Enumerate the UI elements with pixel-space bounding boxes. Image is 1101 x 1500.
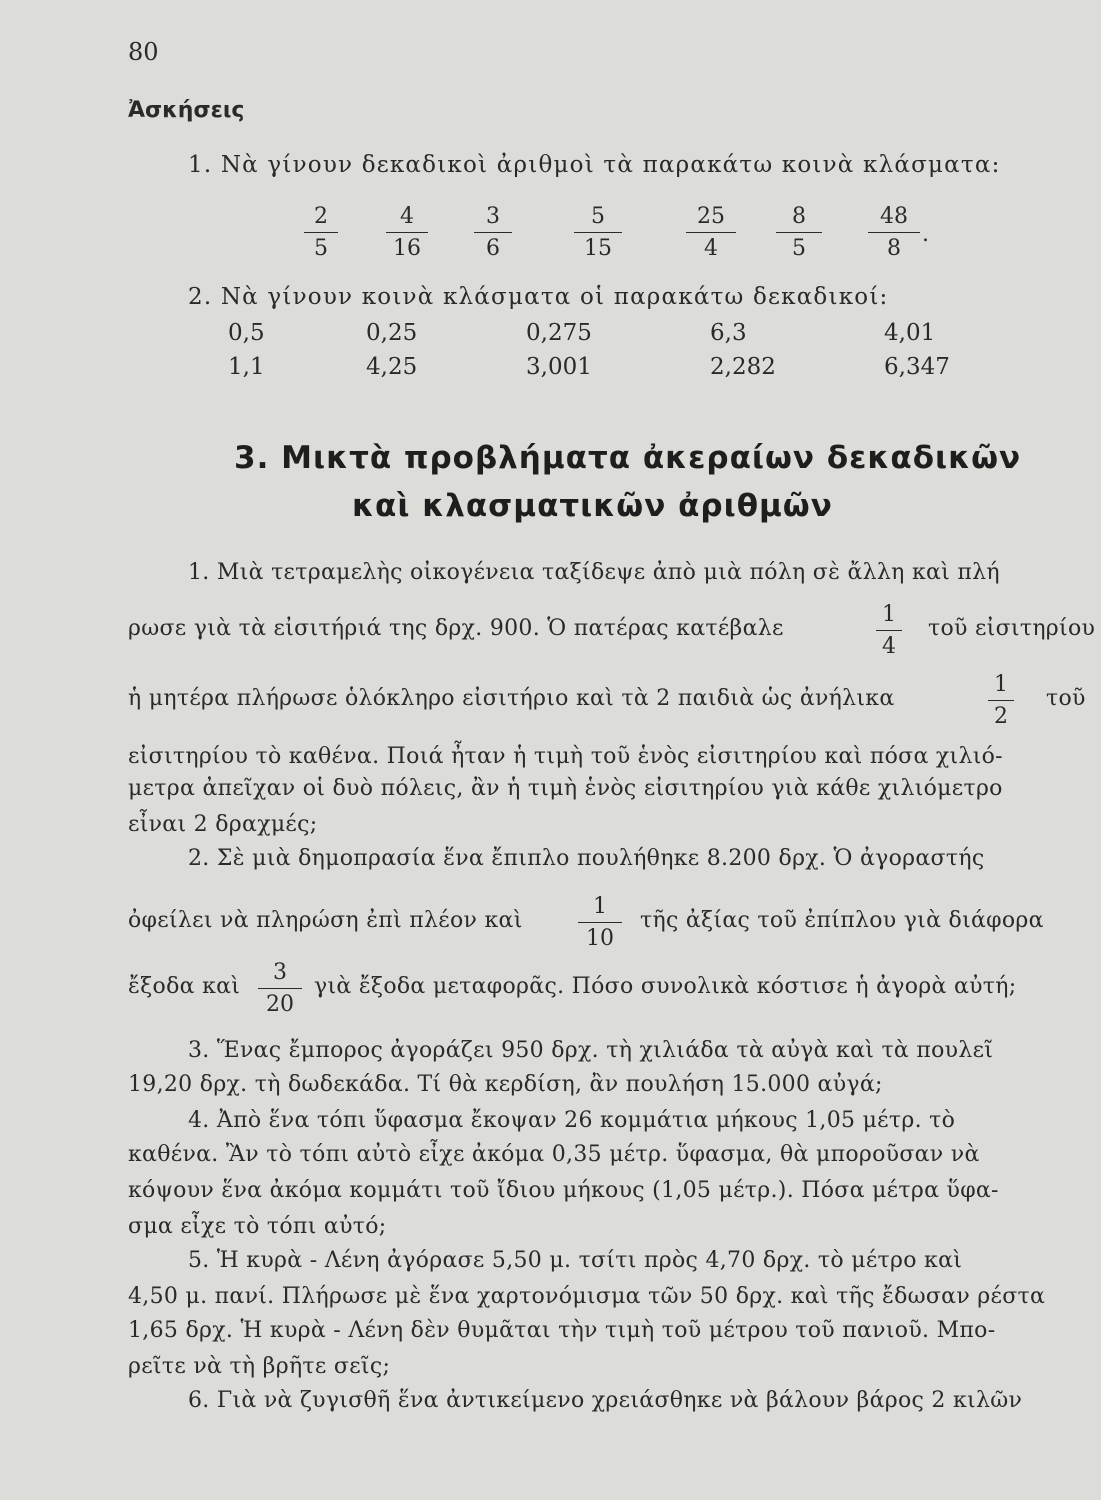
problem-5-line-4: ρεῖτε νὰ τὴ βρῆτε σεῖς; [128, 1354, 391, 1379]
problem-4-line-4: σμα εἶχε τὸ τόπι αὐτό; [128, 1214, 387, 1239]
fraction-denominator: 8 [887, 236, 901, 261]
decimal-value: 4,01 [884, 320, 936, 346]
fraction-numerator: 1 [994, 672, 1008, 697]
problem-1-line-1: 1. Μιὰ τετραμελὴς οἰκογένεια ταξίδεψε ἀπὸ μιὰ πόλη σὲ ἄλλη καὶ πλή [188, 560, 1000, 585]
problem-4-line-2: καθένα. Ἂν τὸ τόπι αὐτὸ εἶχε ἀκόμα 0,35 μέτρ. ὕφασμα, θὰ μποροῦσαν νὰ [128, 1142, 980, 1167]
problem-1-line-4: εἰσιτηρίου τὸ καθένα. Ποιά ἦταν ἡ τιμὴ τοῦ ἑνὸς εἰσιτηρίου καὶ πόσα χιλιό- [128, 744, 1003, 769]
fraction-numerator: 4 [400, 204, 414, 229]
fraction-denominator: 10 [586, 926, 614, 951]
decimal-value: 6,347 [884, 354, 950, 380]
fraction-numerator: 1 [882, 602, 896, 627]
decimal-value: 2,282 [710, 354, 776, 380]
problem-5-line-1: 5. Ἡ κυρὰ - Λένη ἀγόρασε 5,50 μ. τσίτι πρὸς 4,70 δρχ. τὸ μέτρο καὶ [188, 1248, 963, 1273]
decimal-value: 1,1 [228, 354, 265, 380]
fraction-numerator: 8 [792, 204, 806, 229]
problem-2-line-3b: γιὰ ἔξοδα μεταφορᾶς. Πόσο συνολικὰ κόστισε ἡ ἀγορὰ αὐτή; [314, 974, 1017, 999]
decimal-value: 4,25 [366, 354, 418, 380]
section-heading-line-2: καὶ κλασματικῶν ἀριθμῶν [352, 488, 833, 524]
fraction-denominator: 16 [393, 236, 421, 261]
fraction-denominator: 2 [994, 704, 1008, 729]
fraction-1-4 [876, 602, 902, 660]
problem-2-line-3a: ἔξοδα καὶ [128, 974, 241, 999]
fraction-denominator: 20 [266, 992, 294, 1017]
exercise-2-text: 2. Νὰ γίνουν κοινὰ κλάσματα οἱ παρακάτω δεκαδικοί: [188, 284, 889, 310]
fraction-numerator: 3 [273, 960, 287, 985]
problem-4-line-3: κόψουν ἕνα ἀκόμα κομμάτι τοῦ ἴδιου μήκους (1,05 μέτρ.). Πόσα μέτρα ὕφα- [128, 1178, 999, 1203]
section-heading-line-1: 3. Μικτὰ προβλήματα ἀκεραίων δεκαδικῶν [234, 440, 1022, 476]
fraction-7 [868, 204, 920, 262]
fraction-numerator: 3 [486, 204, 500, 229]
fraction-numerator: 2 [314, 204, 328, 229]
fraction-3-20 [258, 960, 302, 1018]
exercise-1-text: 1. Νὰ γίνουν δεκαδικοὶ ἀριθμοὶ τὰ παρακάτω κοινὰ κλάσματα: [188, 152, 1001, 178]
problem-1-line-5: μετρα ἀπεῖχαν οἱ δυὸ πόλεις, ἂν ἡ τιμὴ ἑνὸς εἰσιτηρίου γιὰ κάθε χιλιόμετρο [128, 776, 1003, 801]
problem-6-line-1: 6. Γιὰ νὰ ζυγισθῆ ἕνα ἀντικείμενο χρειάσθηκε νὰ βάλουν βάρος 2 κιλῶν [188, 1388, 1023, 1413]
page-number: 80 [128, 38, 159, 66]
decimal-value: 0,5 [228, 320, 265, 346]
fraction-denominator: 6 [486, 236, 500, 261]
fraction-denominator: 5 [314, 236, 328, 261]
fraction-1-2 [988, 672, 1014, 730]
fraction-denominator: 4 [882, 634, 896, 659]
fraction-1 [304, 204, 338, 262]
fraction-denominator: 15 [584, 236, 612, 261]
fraction-5 [686, 204, 736, 262]
decimal-value: 3,001 [526, 354, 592, 380]
fraction-denominator: 5 [792, 236, 806, 261]
problem-1-line-2b: τοῦ εἰσιτηρίου [928, 616, 1096, 641]
problem-2-line-2b: τῆς ἀξίας τοῦ ἐπίπλου γιὰ διάφορα [640, 908, 1044, 933]
problem-4-line-1: 4. Ἀπὸ ἕνα τόπι ὕφασμα ἔκοψαν 26 κομμάτια μήκους 1,05 μέτρ. τὸ [188, 1108, 956, 1133]
fraction-3 [474, 204, 512, 262]
decimal-value: 0,275 [526, 320, 592, 346]
period: . [922, 222, 929, 247]
problem-2-line-2a: ὀφείλει νὰ πληρώση ἐπὶ πλέον καὶ [128, 908, 523, 933]
fraction-denominator: 4 [704, 236, 718, 261]
problem-3-line-1: 3. Ἕνας ἔμπορος ἀγοράζει 950 δρχ. τὴ χιλιάδα τὰ αὐγὰ καὶ τὰ πουλεῖ [188, 1038, 994, 1063]
problem-5-line-2: 4,50 μ. πανί. Πλήρωσε μὲ ἕνα χαρτονόμισμα τῶν 50 δρχ. καὶ τῆς ἔδωσαν ρέστα [128, 1284, 1046, 1309]
fraction-4 [574, 204, 622, 262]
fraction-numerator: 48 [880, 204, 908, 229]
problem-1-line-6: εἶναι 2 δραχμές; [128, 812, 318, 837]
problem-5-line-3: 1,65 δρχ. Ἡ κυρὰ - Λένη δὲν θυμᾶται τὴν τιμὴ τοῦ μέτρου τοῦ πανιοῦ. Μπο- [128, 1318, 996, 1343]
decimal-value: 6,3 [710, 320, 747, 346]
problem-1-line-3a: ἡ μητέρα πλήρωσε ὁλόκληρο εἰσιτήριο καὶ τὰ 2 παιδιὰ ὡς ἀνήλικα [128, 686, 895, 711]
fraction-1-10 [578, 894, 622, 952]
fraction-6 [776, 204, 822, 262]
decimal-value: 0,25 [366, 320, 418, 346]
fraction-numerator: 5 [591, 204, 605, 229]
problem-3-line-2: 19,20 δρχ. τὴ δωδεκάδα. Τί θὰ κερδίση, ἂν πουλήση 15.000 αὐγά; [128, 1072, 883, 1097]
problem-1-line-3b: τοῦ [1046, 686, 1086, 711]
exercises-title: Ἀσκήσεις [128, 98, 245, 123]
problem-2-line-1: 2. Σὲ μιὰ δημοπρασία ἕνα ἔπιπλο πουλήθηκε 8.200 δρχ. Ὁ ἀγοραστής [188, 846, 985, 871]
fraction-numerator: 1 [593, 894, 607, 919]
problem-1-line-2a: ρωσε γιὰ τὰ εἰσιτήριά της δρχ. 900. Ὁ πατέρας κατέβαλε [128, 616, 784, 641]
fraction-numerator: 25 [697, 204, 725, 229]
fraction-2 [386, 204, 428, 262]
